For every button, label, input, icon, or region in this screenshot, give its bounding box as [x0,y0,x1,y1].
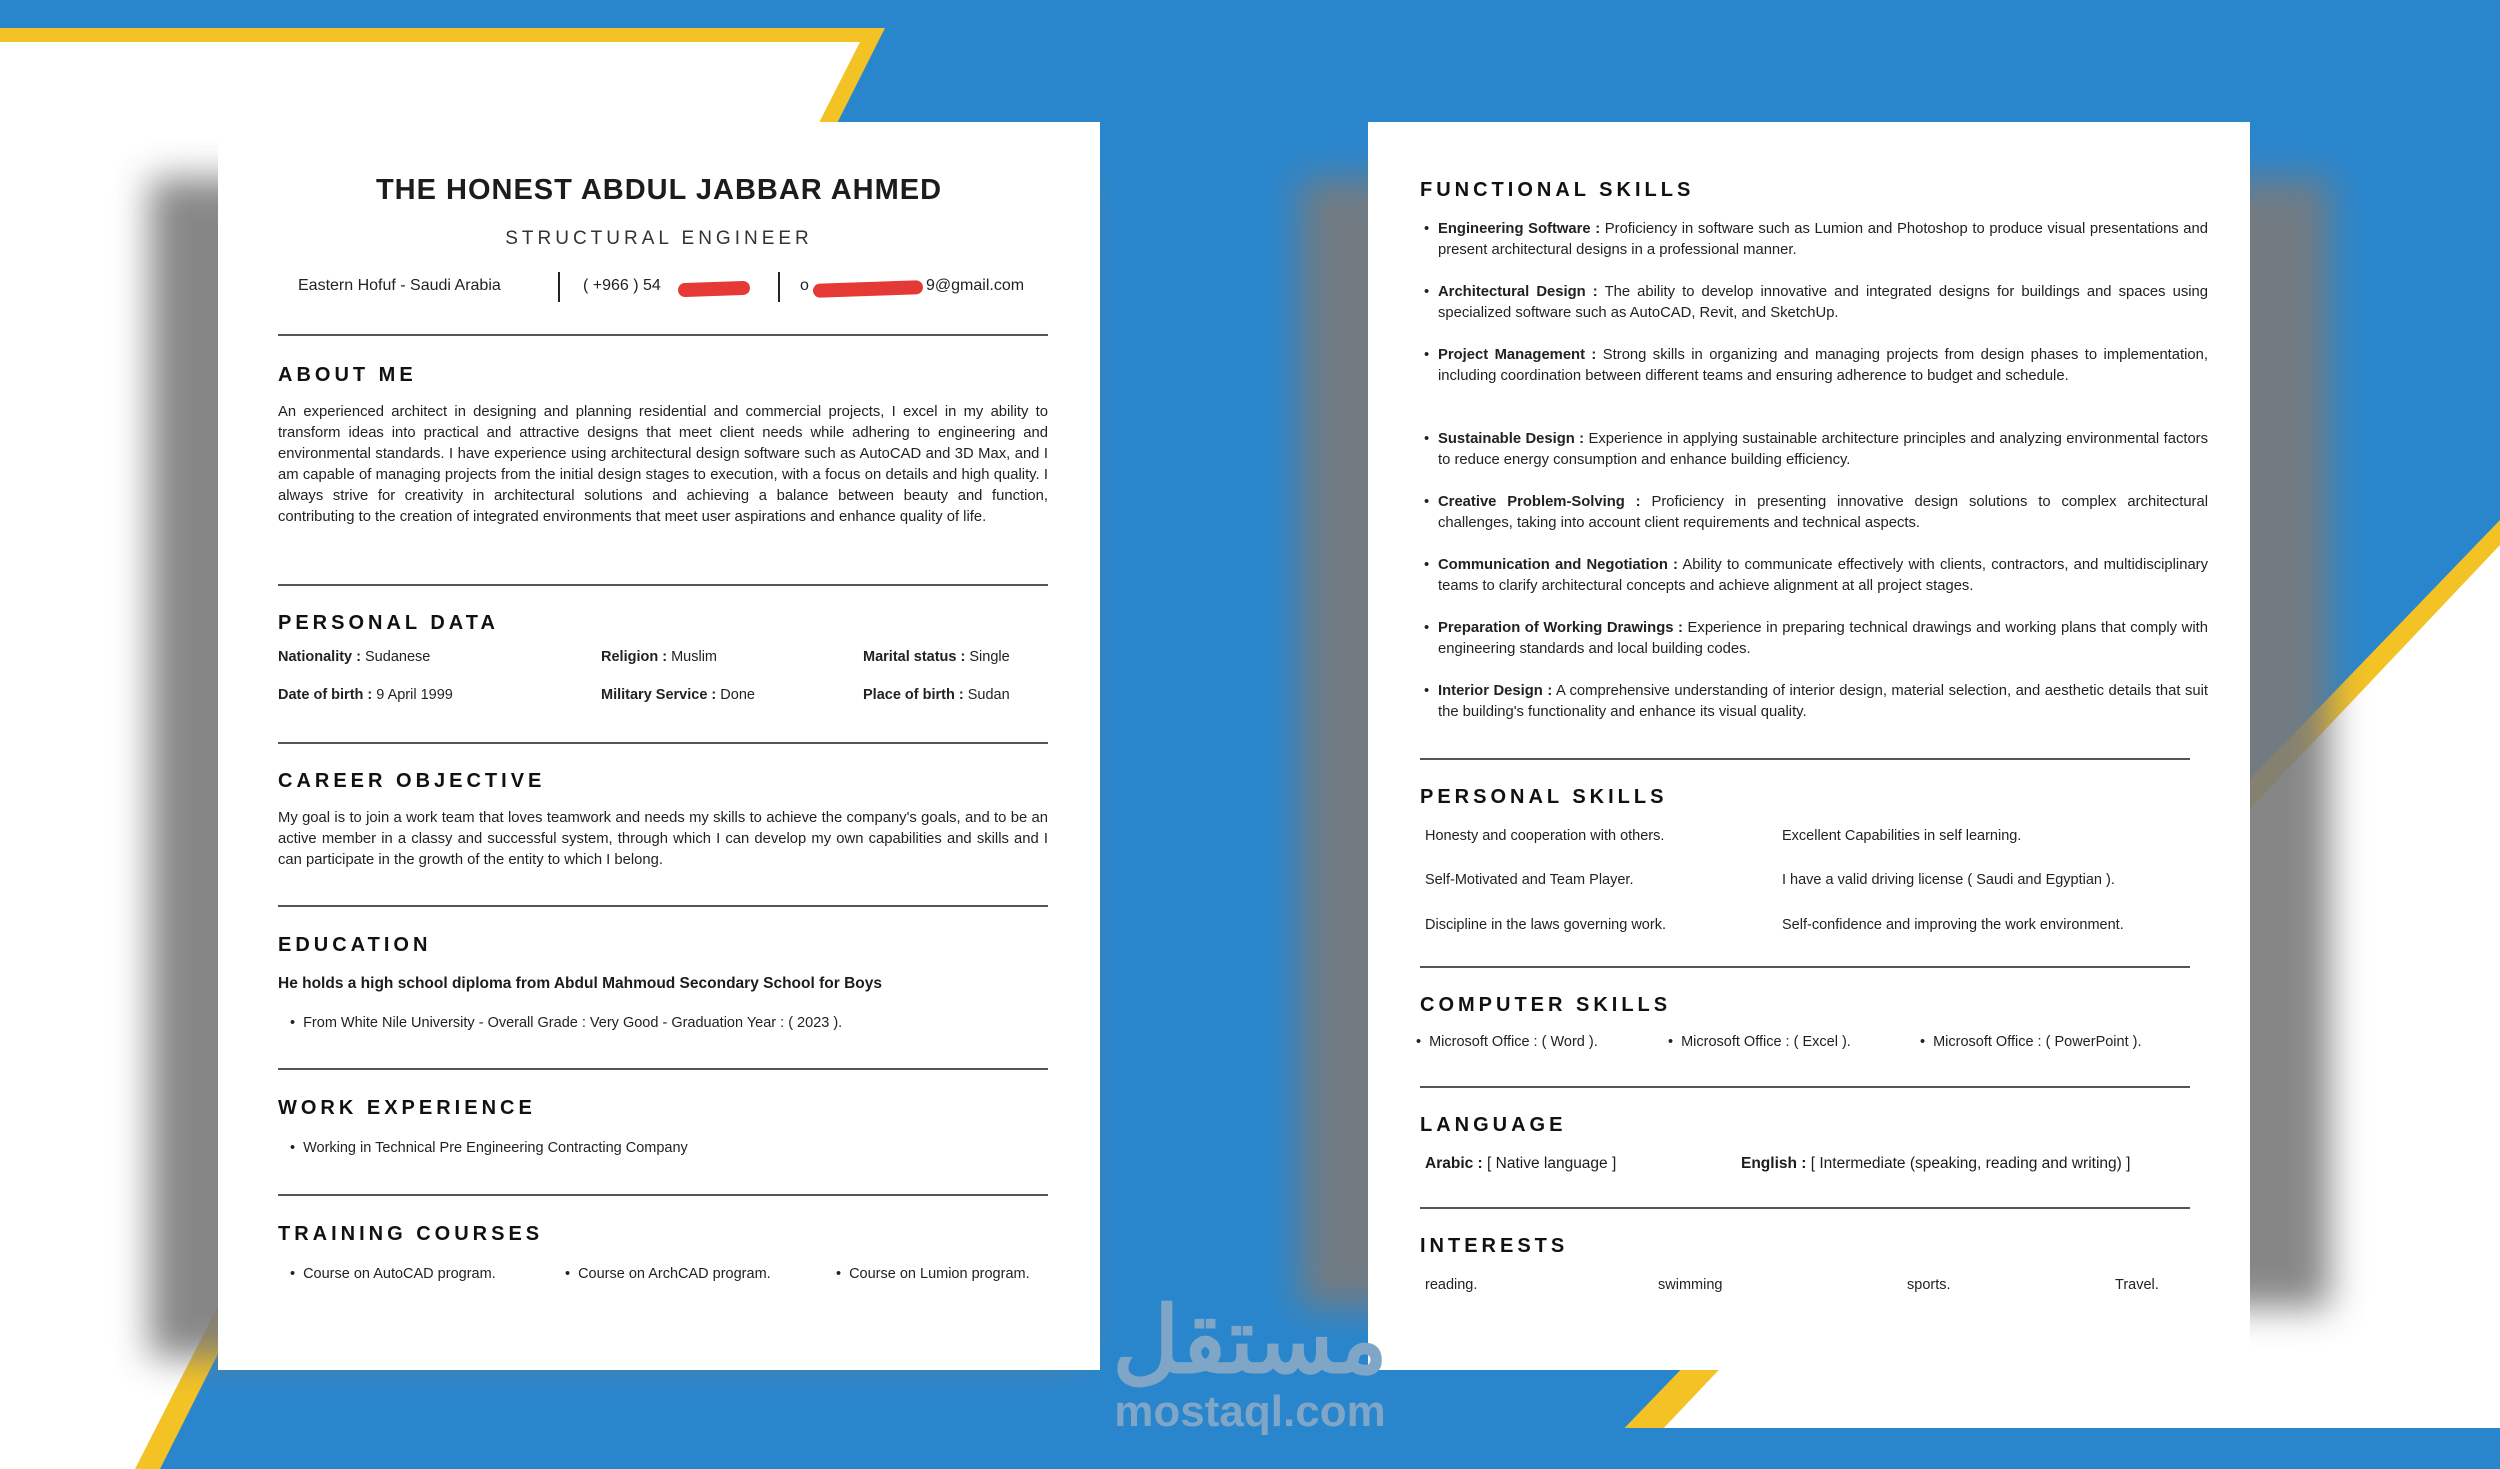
resume-page-1 [218,122,1100,1370]
nationality-row [278,649,430,665]
military-row [601,687,755,703]
military-value: Done [720,687,755,703]
functional-skill-item [1438,219,2208,261]
skill-text: Experience in applying sustainable architecture principles and analyzing environmental factors to reduce energy consumption and enhance building efficiency. [1438,431,2209,468]
candidate-title: STRUCTURAL ENGINEER [505,228,813,249]
marital-value: Single [969,649,1010,665]
email-redaction [813,280,923,298]
pob-row [863,687,1010,703]
skill-text: Experience in preparing technical drawings and working plans that comply with engineering standards and local building codes. [1438,620,2208,657]
personal-skill: Excellent Capabilities in self learning. [1782,828,2022,844]
work-item: • Working in Technical Pre Engineering Contracting Company [290,1140,688,1156]
personal-data-heading: PERSONAL DATA [278,612,499,634]
skill-label: Sustainable Design : [1438,431,1585,447]
skill-text: Strong skills in organizing and managing projects from design phases to implementation, including coordination between different teams and ensuring adherence to budget and schedule. [1438,347,2208,384]
watermark-latin: mostaql.com [1114,1387,1386,1436]
skill-label: Communication and Negotiation : [1438,557,1678,573]
interest-item: reading. [1425,1277,1478,1293]
divider [278,905,1048,907]
interest-item: sports. [1907,1277,1951,1293]
skill-text: Proficiency in presenting innovative design solutions to complex architectural challenges, taking into account client requirements and technical aspects. [1438,494,2208,531]
skill-label: Interior Design : [1438,683,1553,699]
functional-skill-item [1438,555,2208,597]
training-item: • Course on ArchCAD program. [565,1266,771,1282]
functional-skill-item [1438,492,2208,534]
divider [1420,758,2190,760]
contact-email-end: 9@gmail.com [926,277,1025,294]
career-heading: CAREER OBJECTIVE [278,770,546,792]
religion-value: Muslim [671,649,718,665]
skill-label: Creative Problem-Solving : [1438,494,1641,510]
functional-skill-item [1438,618,2208,660]
contact-email-start: o [800,277,809,294]
pob-label: Place of birth : [863,687,964,703]
dob-label: Date of birth : [278,687,373,703]
skill-label: Architectural Design : [1438,284,1598,300]
personal-skill: Honesty and cooperation with others. [1425,828,1665,844]
functional-skills-heading: FUNCTIONAL SKILLS [1420,179,1695,201]
divider [278,584,1048,586]
skill-label: Engineering Software : [1438,221,1601,237]
functional-skill-item [1438,681,2208,723]
divider [1420,1086,2190,1088]
phone-redaction [678,281,750,298]
divider [278,334,1048,336]
computer-skill: • Microsoft Office : ( PowerPoint ). [1920,1034,2142,1050]
personal-skill: I have a valid driving license ( Saudi and Egyptian ). [1782,872,2115,888]
personal-skill: Discipline in the laws governing work. [1425,917,1666,933]
interest-item: swimming [1658,1277,1723,1293]
computer-skill: • Microsoft Office : ( Word ). [1416,1034,1598,1050]
training-heading: TRAINING COURSES [278,1223,544,1245]
nationality-value: Sudanese [365,649,431,665]
language-heading: LANGUAGE [1420,1114,1567,1136]
education-detail: • From White Nile University - Overall Grade : Very Good - Graduation Year : ( 2023 ). [290,1015,842,1031]
watermark-arabic: مستقل [1112,1290,1388,1392]
skill-text: The ability to develop innovative and integrated designs for buildings and spaces using specialized software such as AutoCAD, Revit, and SketchUp. [1438,284,2208,321]
contact-divider [778,272,780,302]
candidate-name: THE HONEST ABDUL JABBAR AHMED [375,174,943,206]
language-arabic [1425,1155,1616,1173]
personal-skill: Self-confidence and improving the work environment. [1782,917,2124,933]
resume-page-2 [1368,122,2250,1370]
language-english [1741,1155,2130,1173]
divider [278,742,1048,744]
interest-item: Travel. [2115,1277,2159,1293]
training-item: • Course on AutoCAD program. [290,1266,496,1282]
skill-text: Proficiency in software such as Lumion and Photoshop to produce visual presentations and present architectural designs in a professional manner. [1438,221,2208,258]
pob-value: Sudan [967,687,1010,703]
about-text: An experienced architect in designing and planning residential and commercial projects, I excel in my ability to transform ideas into practical and attractive designs that meet client needs while adhering to engineering and environmental standards. I have experience using architectural design software such as AutoCAD and 3D Max, and I am capable of managing projects from the initial design stages to execution, with a focus on details and high quality. I always strive for creativity in architectural solutions and achieving a balance between beauty and function, contributing to the creation of integrated environments that meet user aspirations and enhance quality of life. [278,404,1048,525]
training-item: • Course on Lumion program. [836,1266,1030,1282]
arabic-level: [ Native language ] [1487,1155,1617,1172]
marital-row [863,649,1010,665]
skill-label: Preparation of Working Drawings : [1438,620,1683,636]
nationality-label: Nationality : [278,649,361,665]
functional-skill-item [1438,345,2208,387]
computer-skills-heading: COMPUTER SKILLS [1420,994,1672,1016]
skill-label: Project Management : [1438,347,1597,363]
marital-label: Marital status : [863,649,966,665]
interests-heading: INTERESTS [1420,1235,1569,1257]
english-label: English : [1741,1155,1807,1172]
dob-value: 9 April 1999 [376,687,453,703]
contact-location: Eastern Hofuf - Saudi Arabia [298,277,501,294]
education-heading: EDUCATION [278,934,432,956]
personal-skill: Self-Motivated and Team Player. [1425,872,1634,888]
religion-row [601,649,717,665]
about-heading: ABOUT ME [278,364,417,386]
computer-skill: • Microsoft Office : ( Excel ). [1668,1034,1851,1050]
arabic-label: Arabic : [1425,1155,1483,1172]
functional-skill-item [1438,282,2208,324]
divider [278,1068,1048,1070]
functional-skill-item [1438,429,2208,471]
contact-divider [558,272,560,302]
dob-row [278,687,453,703]
contact-phone: ( +966 ) 54 [583,277,661,294]
education-degree: He holds a high school diploma from Abdul Mahmoud Secondary School for Boys [278,975,882,992]
military-label: Military Service : [601,687,717,703]
skill-text: A comprehensive understanding of interior design, material selection, and aesthetic details that suit the building's functionality and enhance its visual quality. [1438,683,2208,720]
personal-skills-heading: PERSONAL SKILLS [1420,786,1668,808]
career-text: My goal is to join a work team that loves teamwork and needs my skills to achieve the company's goals, and to be an active member in a classy and successful system, through which I can develop my own capabilities and skills and I can participate in the growth of the entity to which I belong. [278,810,1048,868]
skill-text: Ability to communicate effectively with clients, contractors, and multidisciplinary teams to clarify architectural concepts and achieve alignment at all project stages. [1438,557,2208,594]
divider [1420,1207,2190,1209]
religion-label: Religion : [601,649,668,665]
divider [278,1194,1048,1196]
work-heading: WORK EXPERIENCE [278,1097,536,1119]
english-level: [ Intermediate (speaking, reading and writing) ] [1810,1155,2131,1172]
divider [1420,966,2190,968]
